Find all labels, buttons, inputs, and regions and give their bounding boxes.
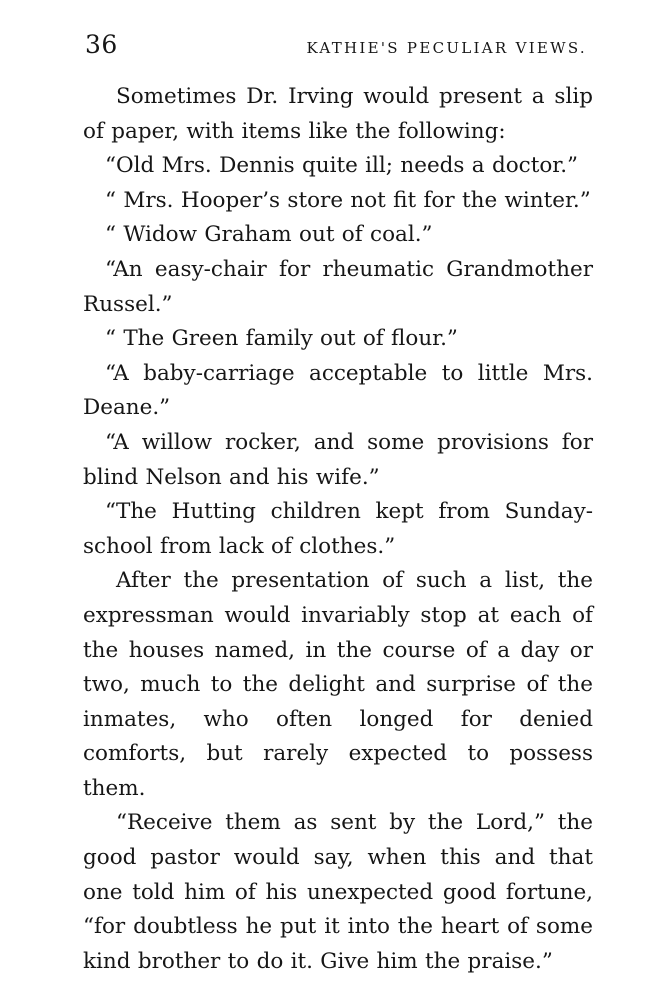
list-item-nelson: “A willow rocker, and some provisions for blind Nelson and his wife.”	[83, 429, 593, 490]
list-item-deane: “A baby-carriage acceptable to little Mrs. Deane.”	[83, 360, 593, 421]
running-title: KATHIE'S PECULIAR VIEWS.	[306, 39, 587, 57]
body-text	[83, 80, 593, 979]
paragraph-intro: Sometimes Dr. Irving would present a slip of paper, with items like the following:	[83, 84, 593, 144]
paragraph-expressman: After the presentation of such a list, the expressman would invariably stop at each of the houses named, in the course of a day or two, much to the delight and surprise of the inmates, who often longed for denied comforts, but rarely expected to possess them.	[83, 568, 593, 801]
running-head	[85, 30, 589, 62]
list-item-hooper: “ Mrs. Hooper’s store not fit for the winter.”	[105, 187, 591, 213]
list-item-hutting: “The Hutting children kept from Sunday-school from lack of clothes.”	[83, 499, 593, 559]
page-number: 36	[85, 30, 118, 59]
paragraph-pastor: “Receive them as sent by the Lord,” the good pastor would say, when this and that one told him of his unexpected good fortune, “for doubtless he put it into the heart of some kind brother to do it. Give him the praise.”	[83, 810, 593, 974]
list-item-dennis: “Old Mrs. Dennis quite ill; needs a doctor.”	[105, 153, 579, 179]
list-item-russel: “An easy-chair for rheumatic Grandmother Russel.”	[83, 256, 593, 317]
list-item-graham: “ Widow Graham out of coal.”	[105, 222, 433, 248]
list-item-green: “ The Green family out of flour.”	[105, 326, 458, 352]
